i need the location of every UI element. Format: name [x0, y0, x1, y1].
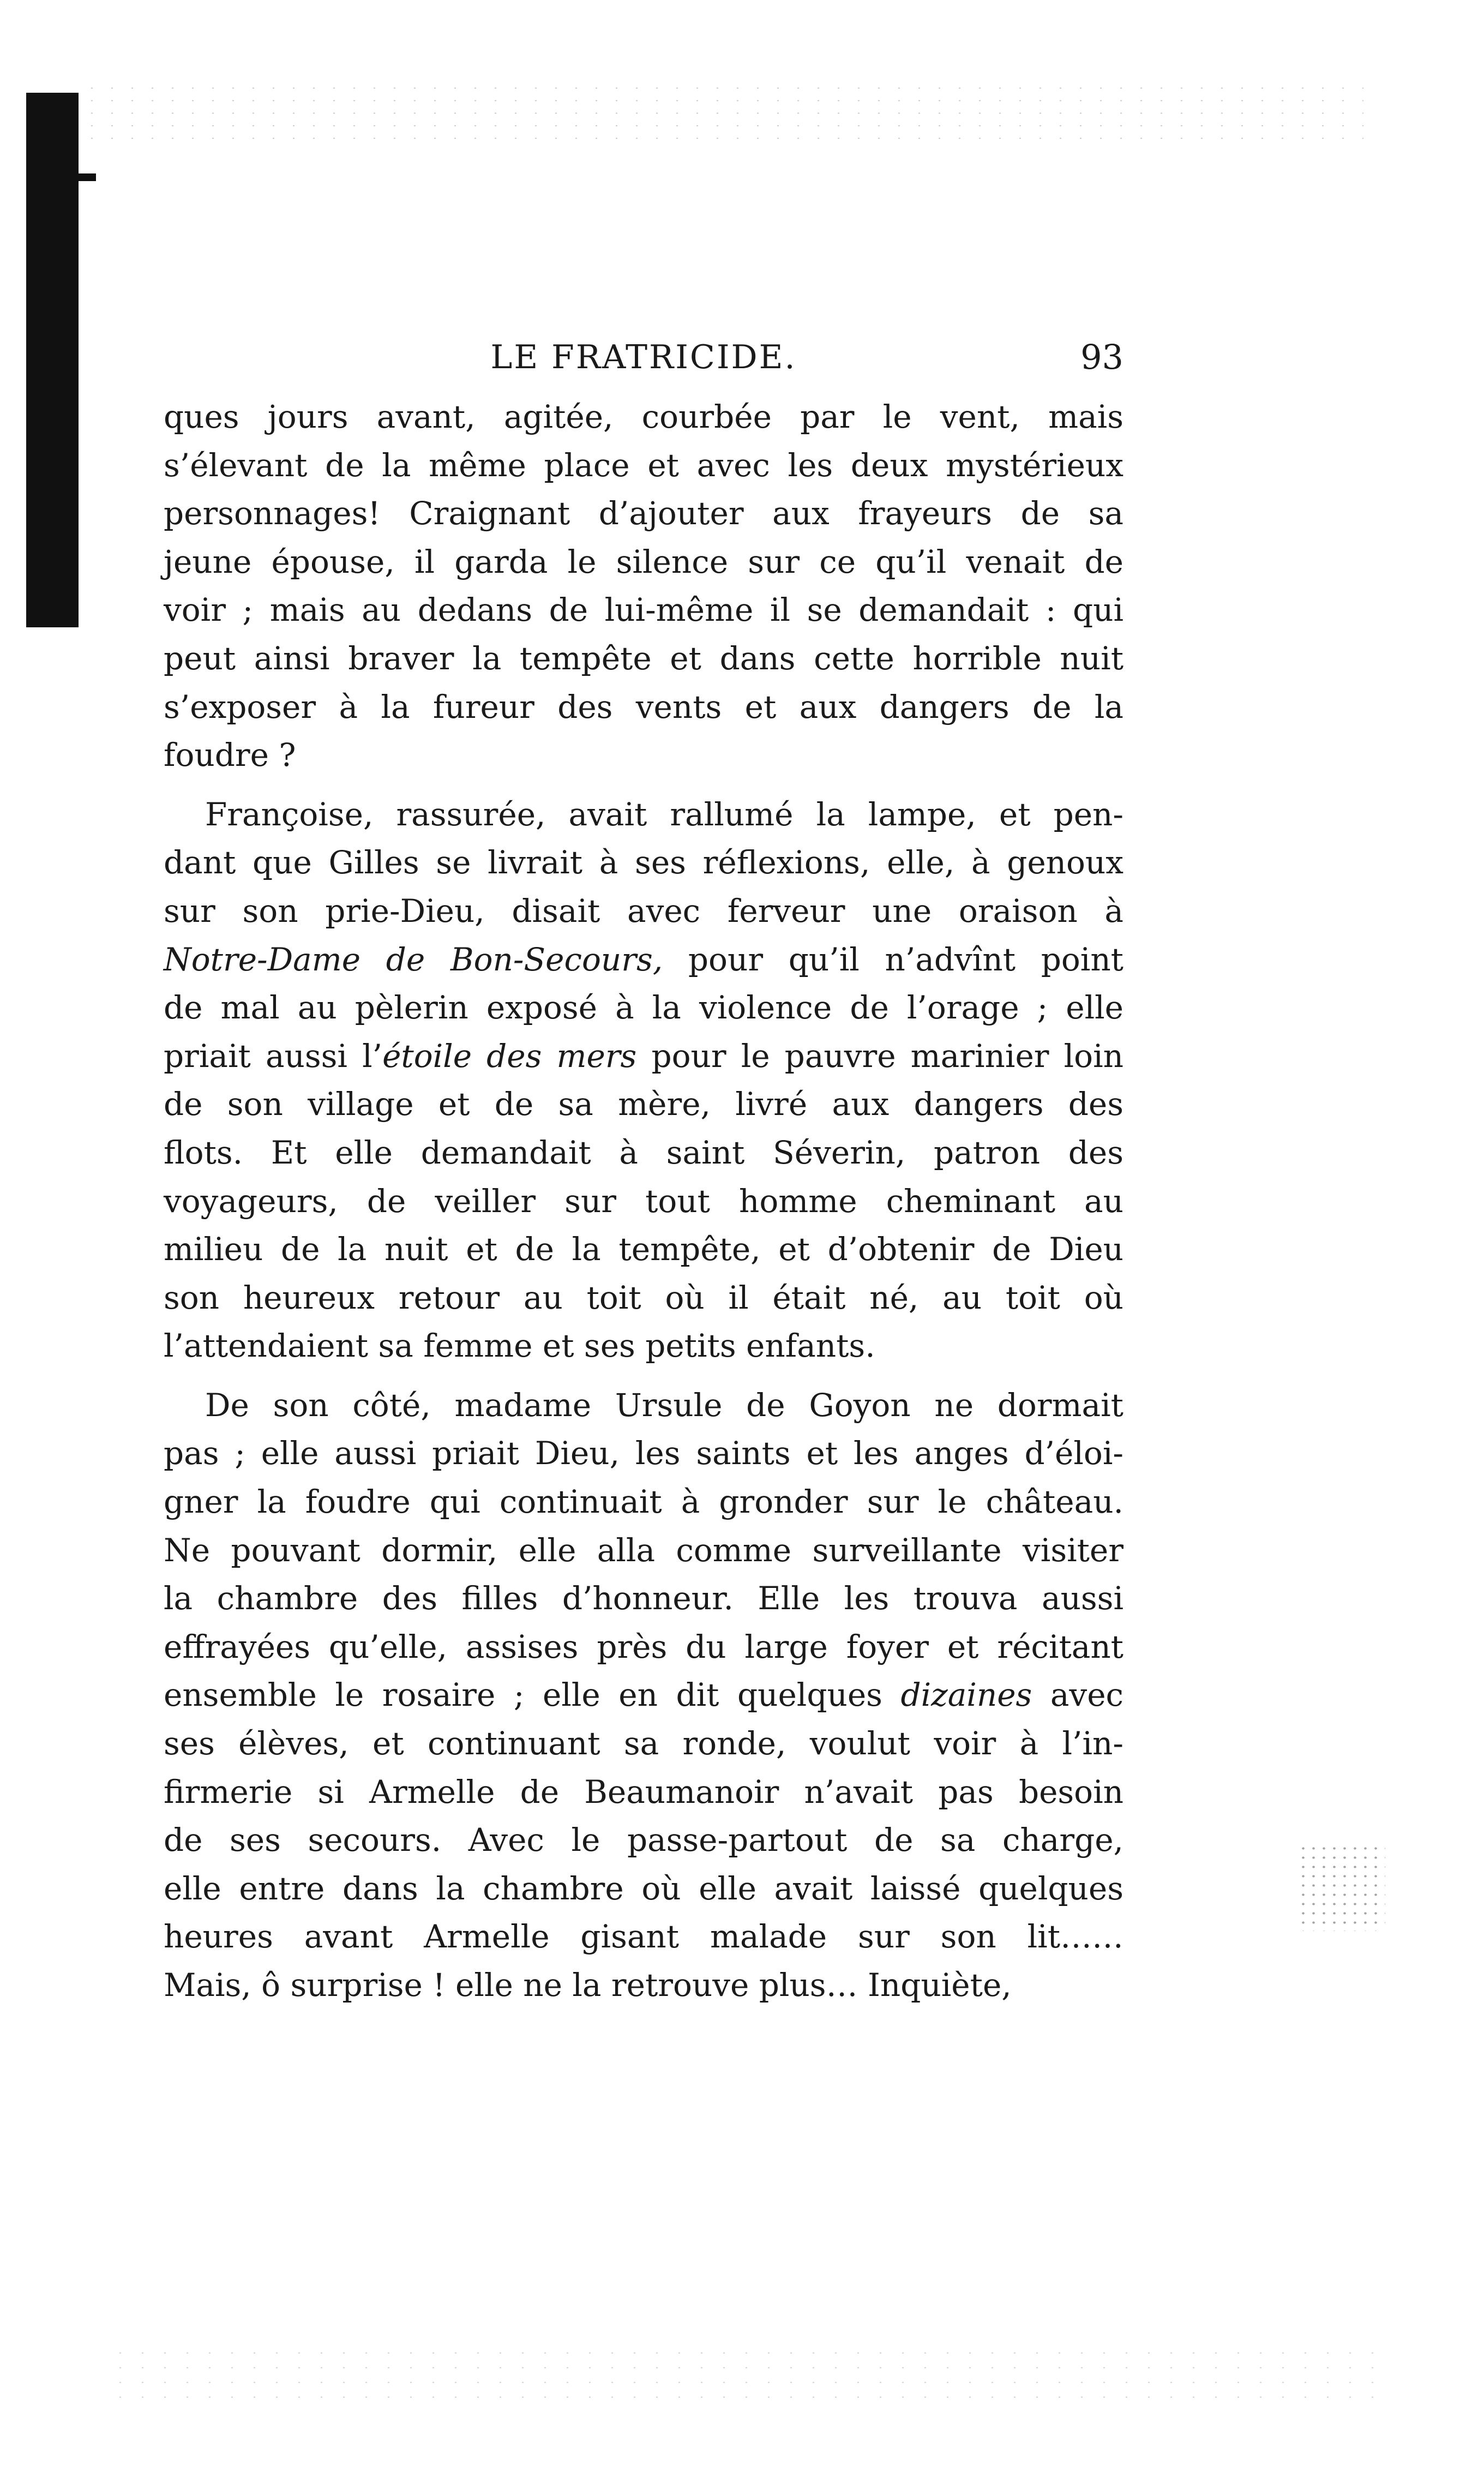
text-line: [164, 1768, 1123, 1816]
paragraph: [164, 790, 1123, 1370]
paragraph-gap: [164, 1370, 1123, 1381]
text-run: foudre ?: [164, 736, 296, 774]
text-run: milieu de la nuit et de la tempête, et d’obtenir de Dieu: [164, 1231, 1123, 1268]
body-text: [164, 393, 1123, 2010]
text-run: De son côté, madame Ursule de Goyon ne dormait: [205, 1386, 1123, 1424]
text-line: [164, 683, 1123, 732]
text-run: gner la foudre qui continuait à gronder sur le château.: [164, 1483, 1123, 1521]
text-run: peut ainsi braver la tempête et dans cette horrible nuit: [164, 639, 1123, 677]
running-header: [164, 333, 1123, 382]
text-line: [164, 1274, 1123, 1322]
text-line: [164, 441, 1123, 490]
text-line: [164, 1381, 1123, 1430]
text-line: [164, 838, 1123, 887]
text-line: [164, 790, 1123, 839]
text-run: de ses secours. Avec le passe-partout de sa charge,: [164, 1821, 1123, 1859]
scan-noise-bottom: [109, 2346, 1391, 2406]
italic-text: étoile des mers: [382, 1037, 637, 1075]
text-run: ques jours avant, agitée, courbée par le vent, mais: [164, 398, 1123, 435]
text-run: avec: [1032, 1676, 1123, 1714]
text-line: [164, 1623, 1123, 1671]
scan-noise-top: [82, 82, 1363, 147]
paragraph: [164, 1381, 1123, 2010]
text-run: jeune épouse, il garda le silence sur ce qu’il venait de: [164, 543, 1123, 580]
paragraph: [164, 393, 1123, 780]
running-title: LE FRATRICIDE.: [490, 338, 797, 376]
text-run: elle entre dans la chambre où elle avait laissé quelques: [164, 1869, 1123, 1907]
text-line: [164, 887, 1123, 936]
text-run: firmerie si Armelle de Beaumanoir n’avait pas besoin: [164, 1773, 1123, 1810]
text-line: [164, 1225, 1123, 1274]
page-number: 93: [1080, 337, 1123, 377]
text-run: sur son prie-Dieu, disait avec ferveur une oraison à: [164, 892, 1123, 930]
text-run: Françoise, rassurée, avait rallumé la lampe, et pen-: [205, 795, 1123, 833]
text-line: [164, 634, 1123, 683]
text-run: personnages! Craignant d’ajouter aux frayeurs de sa: [164, 495, 1123, 532]
text-run: son heureux retour au toit où il était né, au toit où: [164, 1279, 1123, 1316]
italic-text: dizaines: [900, 1676, 1032, 1714]
text-line: [164, 393, 1123, 441]
text-line: [164, 489, 1123, 538]
text-run: s’élevant de la même place et avec les deux mystérieux: [164, 446, 1123, 484]
text-line: [164, 731, 1123, 780]
text-line: [164, 1478, 1123, 1526]
text-run: Mais, ô surprise ! elle ne la retrouve plus… Inquiète,: [164, 1967, 1012, 2004]
text-line: [164, 1671, 1123, 1719]
text-line: [164, 1913, 1123, 1961]
text-run: heures avant Armelle gisant malade sur son lit……: [164, 1918, 1123, 1956]
text-line: [164, 1429, 1123, 1478]
text-line: [164, 586, 1123, 634]
text-run: s’exposer à la fureur des vents et aux dangers de la: [164, 688, 1123, 726]
text-run: voir ; mais au dedans de lui-même il se demandait : qui: [164, 591, 1123, 629]
text-run: dant que Gilles se livrait à ses réflexions, elle, à genoux: [164, 844, 1123, 882]
text-line: [164, 1080, 1123, 1129]
binding-shadow: [26, 93, 79, 627]
text-run: priait aussi l’: [164, 1037, 383, 1075]
text-line: [164, 936, 1123, 984]
text-line: [164, 1816, 1123, 1865]
paragraph-gap: [164, 780, 1123, 790]
text-run: voyageurs, de veiller sur tout homme cheminant au: [164, 1182, 1123, 1220]
text-run: la chambre des filles d’honneur. Elle les trouva aussi: [164, 1580, 1123, 1617]
italic-text: Notre-Dame de Bon-Secours,: [164, 940, 663, 978]
text-line: [164, 984, 1123, 1032]
text-run: de son village et de sa mère, livré aux dangers des: [164, 1086, 1123, 1123]
text-run: effrayées qu’elle, assises près du large foyer et récitant: [164, 1628, 1123, 1665]
text-line: [164, 1129, 1123, 1177]
text-line: [164, 1032, 1123, 1081]
scan-noise-right: [1298, 1844, 1385, 1931]
text-line: [164, 1322, 1123, 1370]
text-line: [164, 1865, 1123, 1913]
text-line: [164, 1719, 1123, 1768]
text-run: de mal au pèlerin exposé à la violence de l’orage ; elle: [164, 989, 1123, 1027]
text-run: l’attendaient sa femme et ses petits enfants.: [164, 1327, 875, 1365]
text-line: [164, 1574, 1123, 1623]
text-run: pour qu’il n’advînt point: [663, 940, 1123, 978]
binding-shadow-tick: [76, 173, 96, 181]
text-line: [164, 1961, 1123, 2010]
text-line: [164, 1177, 1123, 1226]
text-line: [164, 538, 1123, 586]
text-run: Ne pouvant dormir, elle alla comme surveillante visiter: [164, 1531, 1123, 1569]
text-run: pour le pauvre marinier loin: [636, 1037, 1123, 1075]
text-run: ensemble le rosaire ; elle en dit quelques: [164, 1676, 901, 1714]
text-run: ses élèves, et continuant sa ronde, voulut voir à l’in-: [164, 1725, 1123, 1762]
text-line: [164, 1526, 1123, 1575]
text-run: flots. Et elle demandait à saint Séverin, patron des: [164, 1134, 1123, 1171]
text-run: pas ; elle aussi priait Dieu, les saints et les anges d’éloi-: [164, 1435, 1123, 1472]
